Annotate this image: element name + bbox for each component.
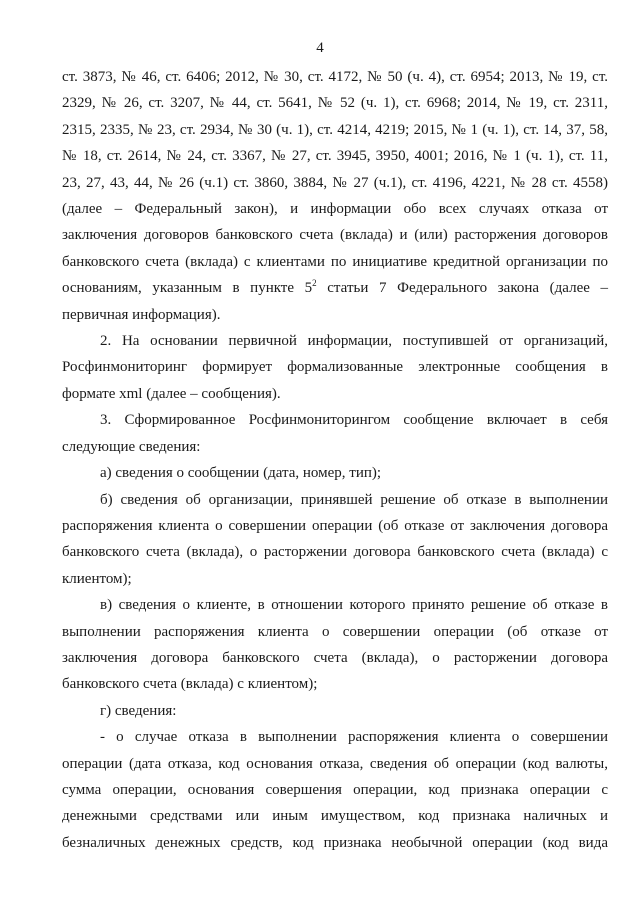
paragraph-line: г) сведения: xyxy=(100,702,177,719)
paragraph-line: заключения договора банковского счета (вклада), о расторжении договора xyxy=(62,649,608,666)
line-text: статьи 7 Федерального закона (далее – xyxy=(316,280,609,297)
paragraph-line: заключения договоров банковского счета (вклада) и (или) расторжения договоров xyxy=(62,227,608,244)
paragraph-line: банковского счета (вклада), о расторжении договора банковского счета (вклада) с xyxy=(62,544,608,561)
paragraph-line xyxy=(62,275,608,301)
paragraph-line: распоряжения клиента о совершении операции (об отказе от заключения договора xyxy=(62,517,608,534)
paragraph-line: формате xml (далее – сообщения). xyxy=(62,385,281,402)
paragraph-line: клиентом); xyxy=(62,570,132,587)
paragraph-line: сумма операции, основания совершения операции, код признака операции с xyxy=(62,781,608,798)
paragraph-line: операции (дата отказа, код основания отказа, сведения об операции (код валюты, xyxy=(62,755,608,772)
paragraph-line: 2329, № 26, ст. 3207, № 44, ст. 5641, № 52 (ч. 1), ст. 6968; 2014, № 19, ст. 2311, xyxy=(62,95,608,112)
paragraph-line: б) сведения об организации, принявшей решение об отказе в выполнении xyxy=(100,491,608,508)
paragraph-line: в) сведения о клиенте, в отношении которого принято решение об отказе в xyxy=(100,597,608,614)
page-number: 4 xyxy=(316,40,324,56)
superscript: 2 xyxy=(312,278,317,289)
line-text: основаниям, указанным в пункте 5 xyxy=(62,280,313,297)
paragraph-line: первичная информация). xyxy=(62,306,221,323)
paragraph-line: выполнении распоряжения клиента о совершении операции (об отказе от xyxy=(62,623,608,640)
paragraph-line: 2315, 2335, № 23, ст. 2934, № 30 (ч. 1), ст. 4214, 4219; 2015, № 1 (ч. 1), ст. 14, 37, 58, xyxy=(62,121,608,138)
document-body xyxy=(62,64,608,856)
paragraph-line: № 18, ст. 2614, № 24, ст. 3367, № 27, ст. 3945, 3950, 4001; 2016, № 1 (ч. 1), ст. 11, xyxy=(62,148,608,165)
paragraph-line: следующие сведения: xyxy=(62,438,201,455)
paragraph-line: ст. 3873, № 46, ст. 6406; 2012, № 30, ст. 4172, № 50 (ч. 4), ст. 6954; 2013, № 19, ст. xyxy=(62,69,608,85)
paragraph-line: банковского счета (вклада) с клиентом); xyxy=(62,676,318,693)
paragraph-line: а) сведения о сообщении (дата, номер, тип); xyxy=(100,465,382,482)
paragraph-line: денежными средствами или иным имуществом, код признака наличных и xyxy=(62,808,608,825)
paragraph-line: 3. Сформированное Росфинмониторингом сообщение включает в себя xyxy=(100,412,608,429)
paragraph-line: 23, 27, 43, 44, № 26 (ч.1) ст. 3860, 3884, № 27 (ч.1), ст. 4196, 4221, № 28 ст. 4558) xyxy=(62,174,608,191)
paragraph-line: безналичных денежных средств, код признака необычной операции (код вида xyxy=(62,834,608,851)
paragraph-line: (далее – Федеральный закон), и информации обо всех случаях отказа от xyxy=(62,201,608,218)
paragraph-line: - о случае отказа в выполнении распоряжения клиента о совершении xyxy=(100,729,608,746)
paragraph-line: 2. На основании первичной информации, поступившей от организаций, xyxy=(100,333,608,350)
paragraph-line: банковского счета (вклада) с клиентами по инициативе кредитной организации по xyxy=(62,253,608,270)
paragraph-line: Росфинмониторинг формирует формализованные электронные сообщения в xyxy=(62,359,608,376)
